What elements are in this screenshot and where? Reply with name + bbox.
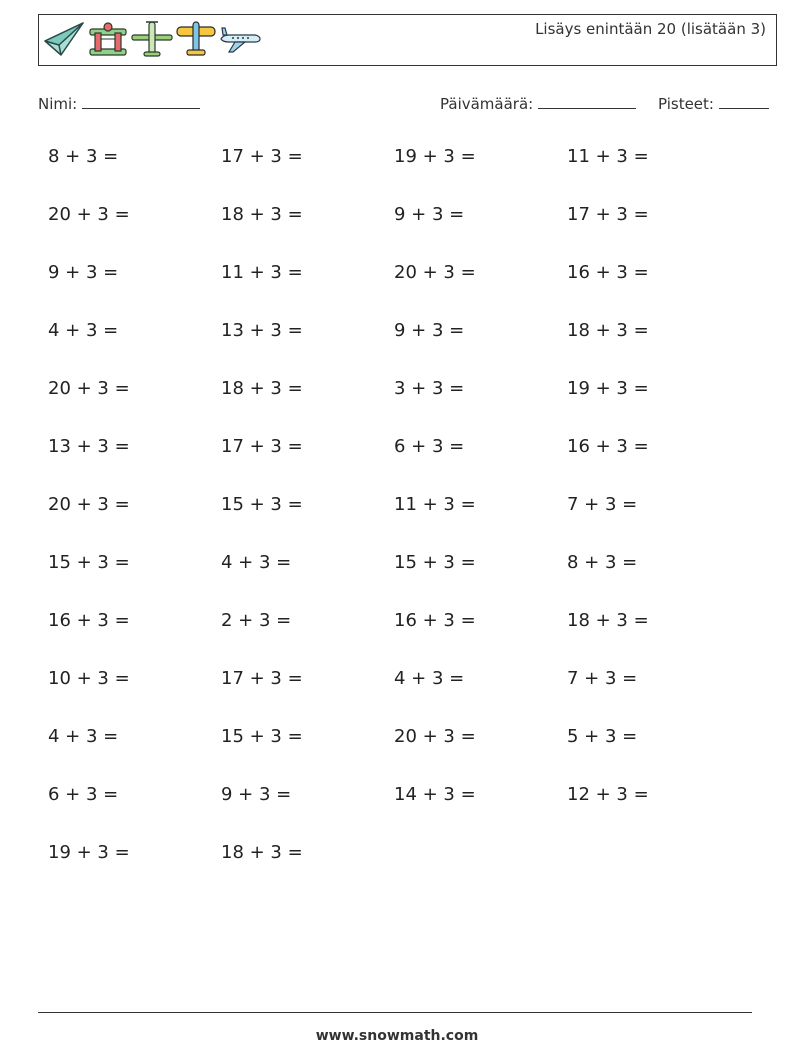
problem-cell: 9 + 3 = (394, 204, 465, 225)
date-blank[interactable] (538, 94, 636, 109)
problem-cell: 6 + 3 = (394, 436, 465, 457)
score-blank[interactable] (719, 94, 769, 109)
problem-cell: 20 + 3 = (394, 726, 476, 747)
problem-cell: 9 + 3 = (48, 262, 119, 283)
problem-cell: 18 + 3 = (221, 842, 303, 863)
problem-cell: 19 + 3 = (394, 146, 476, 167)
footer-divider (38, 1012, 752, 1013)
problem-cell: 11 + 3 = (221, 262, 303, 283)
problem-cell: 11 + 3 = (394, 494, 476, 515)
problem-cell: 17 + 3 = (221, 668, 303, 689)
score-field (658, 94, 769, 113)
header-icons (43, 19, 261, 59)
problem-cell: 4 + 3 = (48, 320, 119, 341)
date-field (440, 94, 636, 113)
problem-cell: 18 + 3 = (221, 204, 303, 225)
problem-cell: 20 + 3 = (48, 494, 130, 515)
header-box (38, 14, 777, 66)
jet-airliner-icon (219, 19, 261, 59)
problem-cell: 16 + 3 = (394, 610, 476, 631)
problem-cell: 16 + 3 = (567, 262, 649, 283)
problem-cell: 3 + 3 = (394, 378, 465, 399)
problem-cell: 18 + 3 = (567, 320, 649, 341)
problem-cell: 13 + 3 = (221, 320, 303, 341)
problem-cell: 8 + 3 = (567, 552, 638, 573)
problem-cell: 12 + 3 = (567, 784, 649, 805)
name-blank[interactable] (82, 94, 200, 109)
problem-cell: 16 + 3 = (567, 436, 649, 457)
name-label: Nimi: (38, 95, 78, 113)
footer-url: www.snowmath.com (315, 1028, 479, 1044)
problem-cell: 17 + 3 = (567, 204, 649, 225)
problem-cell: 6 + 3 = (48, 784, 119, 805)
problem-cell: 8 + 3 = (48, 146, 119, 167)
problem-cell: 2 + 3 = (221, 610, 292, 631)
problem-cell: 17 + 3 = (221, 436, 303, 457)
worksheet-title: Lisäys enintään 20 (lisätään 3) (535, 20, 766, 38)
problem-cell: 4 + 3 = (394, 668, 465, 689)
problem-cell: 17 + 3 = (221, 146, 303, 167)
problem-cell: 19 + 3 = (48, 842, 130, 863)
yellow-plane-icon (175, 19, 217, 59)
problem-cell: 18 + 3 = (567, 610, 649, 631)
problem-cell: 13 + 3 = (48, 436, 130, 457)
propeller-plane-icon (131, 19, 173, 59)
biplane-icon (87, 19, 129, 59)
problem-cell: 14 + 3 = (394, 784, 476, 805)
problem-cell: 16 + 3 = (48, 610, 130, 631)
paper-plane-icon (43, 19, 85, 59)
problem-cell: 20 + 3 = (48, 204, 130, 225)
date-label: Päivämäärä: (440, 95, 534, 113)
problem-cell: 5 + 3 = (567, 726, 638, 747)
problem-cell: 15 + 3 = (221, 494, 303, 515)
problem-cell: 9 + 3 = (394, 320, 465, 341)
problem-cell: 20 + 3 = (394, 262, 476, 283)
problem-cell: 4 + 3 = (48, 726, 119, 747)
problem-cell: 4 + 3 = (221, 552, 292, 573)
problem-cell: 11 + 3 = (567, 146, 649, 167)
problem-cell: 19 + 3 = (567, 378, 649, 399)
problem-cell: 10 + 3 = (48, 668, 130, 689)
problem-cell: 9 + 3 = (221, 784, 292, 805)
score-label: Pisteet: (658, 95, 714, 113)
problem-cell: 15 + 3 = (394, 552, 476, 573)
problem-cell: 7 + 3 = (567, 668, 638, 689)
problem-cell: 20 + 3 = (48, 378, 130, 399)
problem-cell: 15 + 3 = (48, 552, 130, 573)
name-field (38, 94, 200, 113)
problem-cell: 15 + 3 = (221, 726, 303, 747)
problem-cell: 7 + 3 = (567, 494, 638, 515)
problem-cell: 18 + 3 = (221, 378, 303, 399)
